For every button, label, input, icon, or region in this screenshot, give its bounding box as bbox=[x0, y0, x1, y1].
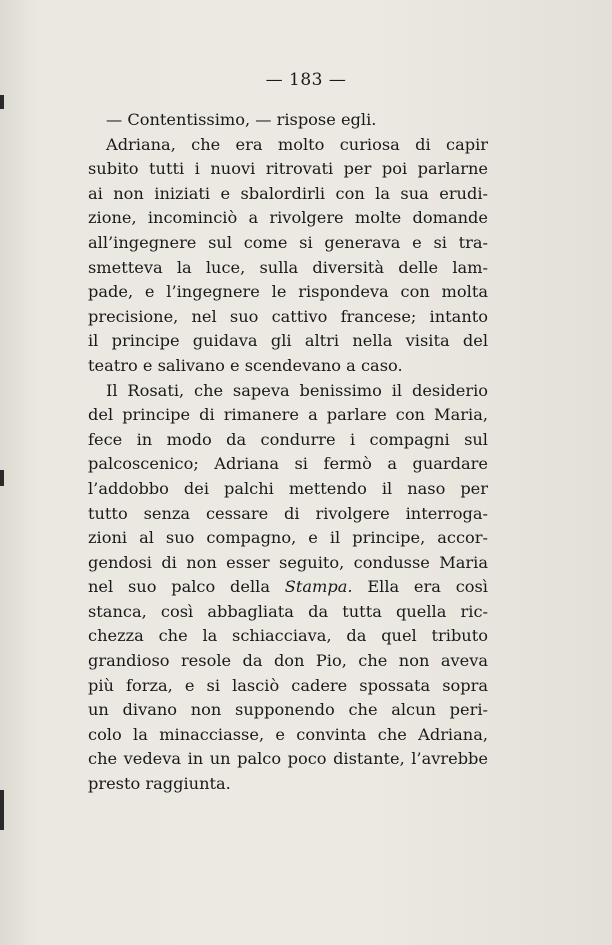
text-line: palcoscenico; Adriana si fermò a guardare bbox=[88, 454, 488, 474]
text-line: all’ingegnere sul come si generava e si tra- bbox=[88, 232, 488, 252]
text-line: fece in modo da condurre i compagni sul bbox=[88, 429, 488, 449]
text-line bbox=[88, 575, 488, 600]
text-line: un divano non supponendo che alcun peri- bbox=[88, 700, 488, 720]
body-text bbox=[88, 108, 488, 797]
newspaper-title: Stampa. bbox=[284, 577, 353, 597]
text-line: teatro e salivano e scendevano a caso. bbox=[88, 355, 403, 375]
text-line: che vedeva in un palco poco distante, l’avrebbe bbox=[88, 749, 488, 769]
page-number: — 183 — bbox=[265, 70, 347, 90]
text-line: chezza che la schiacciava, da quel tributo bbox=[88, 626, 488, 646]
text-line: precisione, nel suo cattivo francese; intanto bbox=[88, 306, 488, 326]
text-line: del principe di rimanere a parlare con Maria, bbox=[88, 405, 488, 425]
page-edge-mark bbox=[0, 470, 4, 486]
text-line: presto raggiunta. bbox=[88, 774, 231, 794]
text-line: ai non iniziati e sbalordirli con la sua erudi- bbox=[88, 183, 488, 203]
text-line: l’addobbo dei palchi mettendo il naso per bbox=[88, 478, 488, 498]
text-line: grandioso resole da don Pio, che non aveva bbox=[88, 651, 488, 671]
text-line: — Contentissimo, — rispose egli. bbox=[106, 110, 377, 129]
text-segment: Ella era così bbox=[367, 577, 488, 597]
text-line: zioni al suo compagno, e il principe, accor- bbox=[88, 528, 488, 548]
text-line: il principe guidava gli altri nella visita del bbox=[88, 331, 488, 351]
text-line: subito tutti i nuovi ritrovati per poi parlarne bbox=[88, 159, 488, 179]
text-line: zione, incominciò a rivolgere molte domande bbox=[88, 208, 488, 228]
text-line: stanca, così abbagliata da tutta quella ric- bbox=[88, 601, 488, 621]
text-line: Il Rosati, che sapeva benissimo il desiderio bbox=[106, 380, 488, 400]
text-line: gendosi di non esser seguito, condusse Maria bbox=[88, 552, 488, 572]
page-edge-mark bbox=[0, 790, 4, 830]
text-line: Adriana, che era molto curiosa di capir bbox=[106, 134, 488, 154]
text-line: più forza, e si lasciò cadere spossata sopra bbox=[88, 675, 488, 695]
text-line: colo la minacciasse, e convinta che Adriana, bbox=[88, 724, 488, 744]
text-segment: nel suo palco della bbox=[88, 577, 270, 597]
text-line: pade, e l’ingegnere le rispondeva con molta bbox=[88, 282, 488, 302]
text-line: smetteva la luce, sulla diversità delle lam- bbox=[88, 257, 488, 277]
page-edge-mark bbox=[0, 95, 4, 109]
text-line: tutto senza cessare di rivolgere interroga- bbox=[88, 503, 488, 523]
